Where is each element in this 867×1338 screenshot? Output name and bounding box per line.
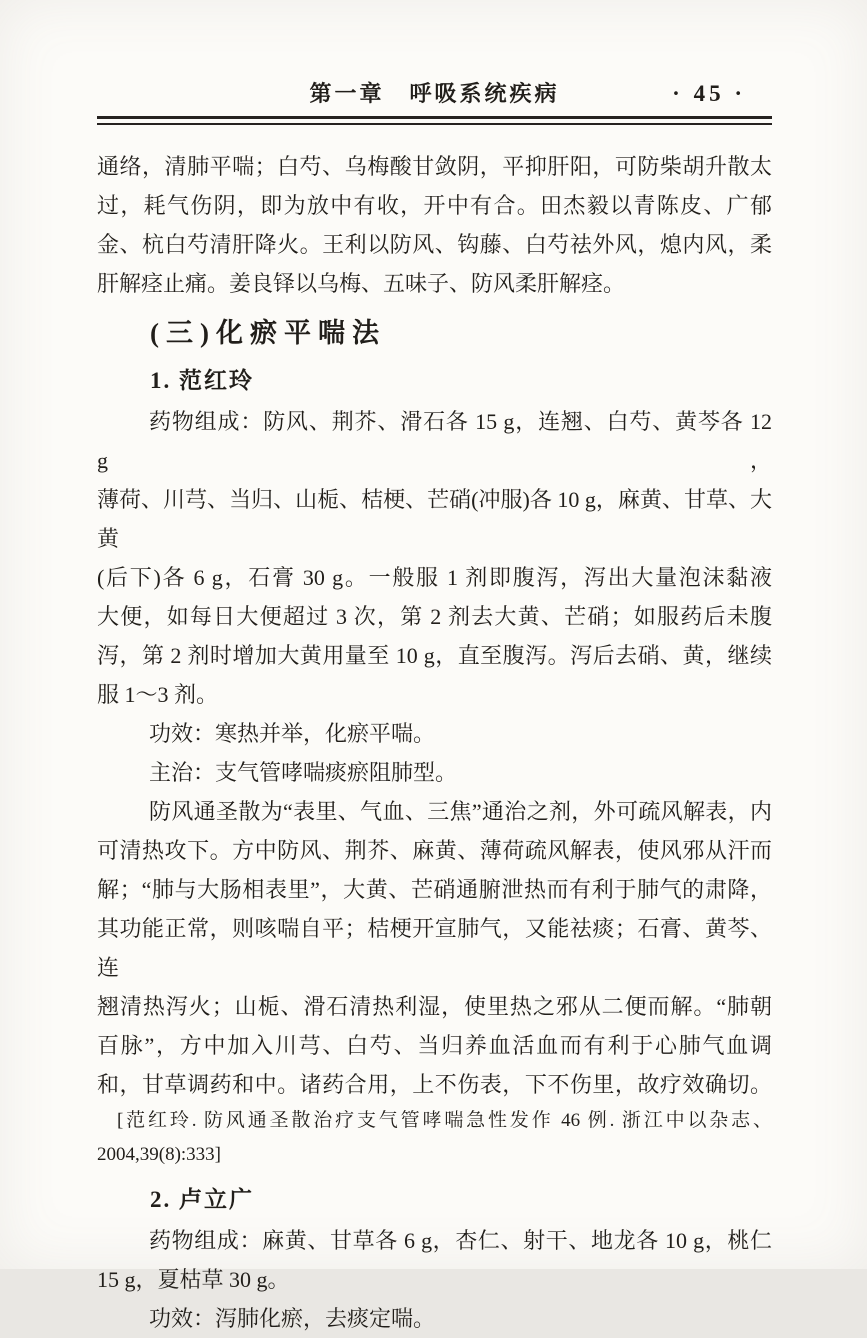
text-line: 肝解痉止痛。姜良铎以乌梅、五味子、防风柔肝解痉。 — [97, 271, 626, 296]
text-line: 15 g，夏枯草 30 g。 — [97, 1267, 290, 1292]
section-heading: (三)化瘀平喘法 — [150, 318, 386, 348]
text-line: 过，耗气伤阴，即为放中有收，开中有合。田杰毅以青陈皮、广郁 — [97, 193, 772, 218]
text-line: 大便，如每日大便超过 3 次，第 2 剂去大黄、芒硝；如服药后未腹 — [97, 604, 772, 629]
text-line: [范红玲. 防风通圣散治疗支气管哮喘急性发作 46 例. 浙江中以杂志、 — [117, 1110, 772, 1131]
page-body — [97, 147, 772, 1338]
discussion-paragraph — [97, 792, 772, 1104]
text-line: 药物组成：防风、荆芥、滑石各 15 g，连翘、白芍、黄芩各 12 g， — [97, 409, 772, 473]
entry-heading: 2. 卢立广 — [150, 1187, 254, 1212]
text-line: 金、杭白芍清肝降火。王利以防风、钩藤、白芍祛外风，熄内风，柔 — [97, 232, 772, 257]
text-line: 解；“肺与大肠相表里”，大黄、芒硝通腑泄热而有利于肺气的肃降， — [97, 877, 772, 902]
text-line: 通络，清肺平喘；白芍、乌梅酸甘敛阴，平抑肝阳，可防柴胡升散太 — [97, 154, 772, 179]
reference-citation — [97, 1104, 772, 1172]
effect-paragraph — [97, 714, 772, 753]
chapter-title: 第一章 呼吸系统疾病 — [309, 81, 560, 106]
continued-paragraph — [97, 147, 772, 303]
text-line: 和，甘草调药和中。诸药合用，上不伤表，下不伤里，故疗效确切。 — [97, 1072, 772, 1097]
text-line: 可清热攻下。方中防风、荆芥、麻黄、薄荷疏风解表，使风邪从汗而 — [97, 838, 772, 863]
header-divider — [97, 116, 772, 125]
effect-paragraph-2 — [97, 1299, 772, 1338]
text-line: 泻，第 2 剂时增加大黄用量至 10 g，直至腹泻。泻后去硝、黄，继续 — [97, 643, 772, 668]
page-number: · 45 · — [672, 81, 746, 106]
composition-paragraph — [97, 402, 772, 714]
text-line: 服 1～3 剂。 — [97, 682, 219, 707]
text-line: 百脉”，方中加入川芎、白芍、当归养血活血而有利于心肺气血调 — [97, 1033, 772, 1058]
text-line: (后下)各 6 g，石膏 30 g。一般服 1 剂即腹泻，泻出大量泡沫黏液 — [97, 565, 772, 590]
indication-paragraph — [97, 753, 772, 792]
composition-paragraph-2 — [97, 1221, 772, 1299]
entry-heading: 1. 范红玲 — [150, 368, 254, 393]
page-header — [97, 78, 772, 110]
text-line: 防风通圣散为“表里、气血、三焦”通治之剂，外可疏风解表，内 — [149, 799, 772, 824]
text-line: 其功能正常，则咳喘自平；桔梗开宣肺气，又能祛痰；石膏、黄芩、连 — [97, 916, 772, 980]
text-line: 药物组成：麻黄、甘草各 6 g，杏仁、射干、地龙各 10 g，桃仁 — [149, 1228, 772, 1253]
text-line: 翘清热泻火；山栀、滑石清热利湿，使里热之邪从二便而解。“肺朝 — [97, 994, 772, 1019]
text-line: 功效：寒热并举，化瘀平喘。 — [149, 721, 436, 746]
text-line: 2004,39(8):333] — [97, 1144, 222, 1165]
text-line: 主治：支气管哮喘痰瘀阻肺型。 — [149, 760, 458, 785]
text-line: 功效：泻肺化瘀，去痰定喘。 — [149, 1306, 436, 1331]
text-line: 薄荷、川芎、当归、山栀、桔梗、芒硝(冲服)各 10 g，麻黄、甘草、大黄 — [97, 487, 772, 551]
